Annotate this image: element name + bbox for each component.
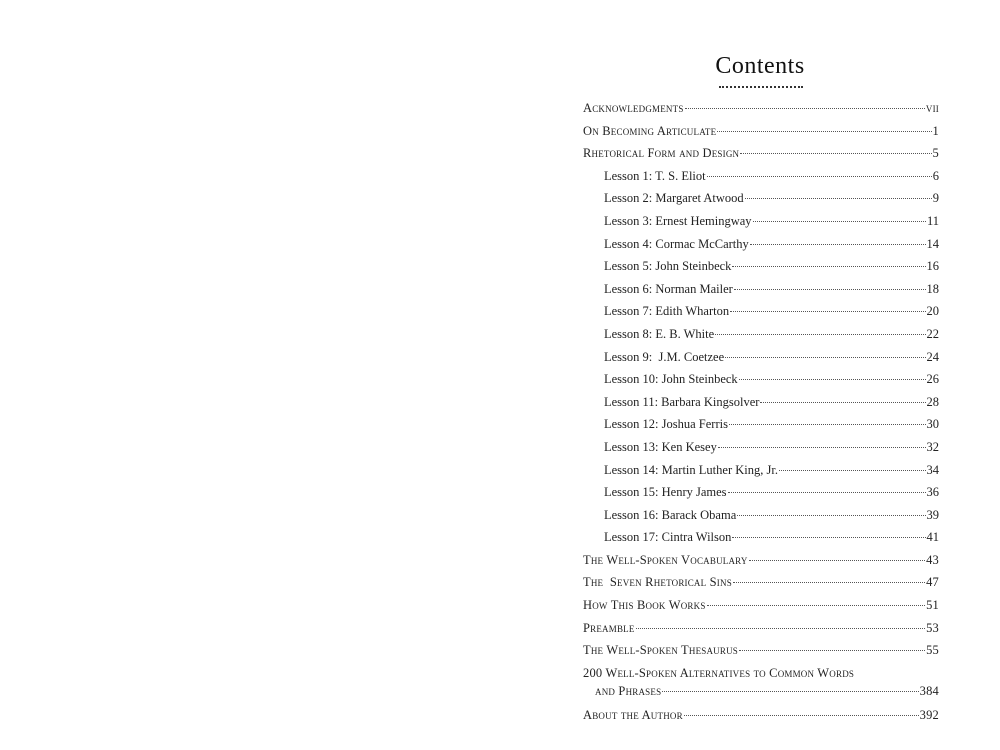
toc-page-number: 5 [932,146,939,161]
toc-entry-title: Lesson 13: Ken Kesey [604,439,717,454]
toc-entry-title: Acknowledgments [583,101,684,115]
toc-entry-title-continued: and Phrases [595,683,662,698]
toc-entry-title: Preamble [583,620,635,635]
toc-entry-title: Lesson 17: Cintra Wilson [604,530,732,545]
toc-entry-title: On Becoming Articulate [583,123,717,138]
toc-entry-title: Lesson 5: John Steinbeck [604,259,732,274]
toc-page-number: 26 [926,372,939,387]
dot-leader [707,176,932,177]
toc-page-number: 20 [926,304,939,319]
toc-page-number: 53 [926,620,939,635]
toc-entry-lesson-6[interactable] [583,278,939,301]
toc-page-number: 36 [926,485,939,500]
dot-leader [753,221,926,222]
dot-leader [732,537,925,538]
toc-entry-rhetorical-form-and-design[interactable] [583,142,939,165]
toc-entry-title: 200 Well-Spoken Alternatives to Common Words [583,665,855,680]
toc-entry-seven-rhetorical-sins[interactable] [583,571,939,594]
dot-leader [684,715,919,716]
toc-entry-lesson-7[interactable] [583,300,939,323]
toc-page-number: 18 [926,281,939,296]
toc-entry-acknowledgments[interactable] [583,97,939,120]
toc-entry-well-spoken-vocabulary[interactable] [583,549,939,572]
toc-entry-title-line-2 [583,682,939,700]
toc-page-number: 392 [919,707,939,722]
toc-entry-on-becoming-articulate[interactable] [583,120,939,143]
toc-page-number: 11 [926,213,939,228]
toc-page-number: 14 [926,236,939,251]
toc-page-number: 9 [932,191,939,206]
page-title: Contents [715,53,805,79]
dot-leader [729,424,926,425]
toc-entry-preamble[interactable] [583,617,939,640]
toc-page-number: 24 [926,349,939,364]
toc-entry-how-this-book-works[interactable] [583,594,939,617]
toc-entry-title: Lesson 2: Margaret Atwood [604,191,744,206]
toc-entry-title: Lesson 6: Norman Mailer [604,281,733,296]
dot-leader [717,131,931,132]
dot-leader [733,582,925,583]
toc-entry-title: The Well-Spoken Thesaurus [583,643,738,658]
toc-entry-title: Rhetorical Form and Design [583,146,740,161]
toc-entry-lesson-17[interactable] [583,526,939,549]
toc-entry-lesson-14[interactable] [583,459,939,482]
dot-leader [707,605,926,606]
toc-page-number: 34 [926,462,939,477]
toc-entry-lesson-3[interactable] [583,210,939,233]
toc-entry-title: Lesson 7: Edith Wharton [604,304,730,319]
toc-entry-lesson-15[interactable] [583,481,939,504]
toc-entry-title: Lesson 1: T. S. Eliot [604,168,706,183]
dot-leader [739,650,925,651]
toc-page-number: 55 [926,643,939,658]
toc-page-number: 1 [932,123,939,138]
toc-entry-title: Lesson 10: John Steinbeck [604,372,738,387]
toc-page-number: 43 [926,552,939,567]
toc-page-number: 16 [926,259,939,274]
toc-entry-lesson-10[interactable] [583,368,939,391]
toc-page-number: 51 [926,598,939,613]
toc-entry-well-spoken-thesaurus[interactable] [583,639,939,662]
toc-entry-lesson-11[interactable] [583,391,939,414]
toc-page-number: 384 [919,683,939,698]
dot-leader [730,311,925,312]
dot-leader [662,691,918,692]
toc-entry-title: Lesson 11: Barbara Kingsolver [604,394,760,409]
dot-leader [737,515,925,516]
toc-entry-lesson-4[interactable] [583,233,939,256]
toc-entry-lesson-9[interactable] [583,346,939,369]
dot-leader [732,266,925,267]
dot-leader [740,153,931,154]
toc-entry-title: Lesson 14: Martin Luther King, Jr. [604,462,778,477]
toc-entry-title: How This Book Works [583,598,706,613]
dot-leader [715,334,925,335]
toc-entry-lesson-16[interactable] [583,504,939,527]
toc-entry-title: The Seven Rhetorical Sins [583,575,732,590]
toc-entry-200-alternatives[interactable] [583,664,939,700]
toc-page-number: 39 [926,507,939,522]
toc-entry-lesson-8[interactable] [583,323,939,346]
toc-entry-lesson-5[interactable] [583,255,939,278]
toc-entry-title: Lesson 15: Henry James [604,485,727,500]
dot-leader [739,379,926,380]
toc-entry-about-the-author[interactable] [583,704,939,727]
toc-entry-title: About the Author [583,707,683,722]
toc-entry-title-line-1 [583,664,939,682]
toc-entry-title: Lesson 8: E. B. White [604,326,715,341]
toc-page-number: 22 [926,326,939,341]
dot-leader [760,402,925,403]
toc-entry-title: The Well-Spoken Vocabulary [583,552,748,567]
dot-leader [728,492,926,493]
toc-page-number: 28 [926,394,939,409]
toc-page-number: 30 [926,417,939,432]
toc-page-number: 41 [926,530,939,545]
toc-entry-title: Lesson 16: Barack Obama [604,507,737,522]
dot-leader [779,470,926,471]
dot-leader [750,244,926,245]
toc-page-number: vii [925,101,939,115]
toc-page-number: 32 [926,439,939,454]
toc-entry-title: Lesson 3: Ernest Hemingway [604,213,752,228]
dot-leader [749,560,926,561]
dot-leader [745,198,932,199]
table-of-contents [583,97,939,726]
toc-entry-lesson-1[interactable] [583,165,939,188]
dot-leader [718,447,926,448]
toc-entry-title: Lesson 12: Joshua Ferris [604,417,728,432]
toc-entry-title: Lesson 4: Cormac McCarthy [604,236,749,251]
toc-page-number: 47 [926,575,939,590]
dot-leader [734,289,926,290]
toc-entry-lesson-2[interactable] [583,187,939,210]
toc-entry-title: Lesson 9: J.M. Coetzee [604,349,725,364]
dot-leader [636,628,926,629]
toc-entry-lesson-12[interactable] [583,413,939,436]
toc-page-number: 6 [932,168,939,183]
toc-entry-lesson-13[interactable] [583,436,939,459]
title-dotted-rule [719,86,803,88]
dot-leader [725,357,925,358]
dot-leader [685,108,925,109]
